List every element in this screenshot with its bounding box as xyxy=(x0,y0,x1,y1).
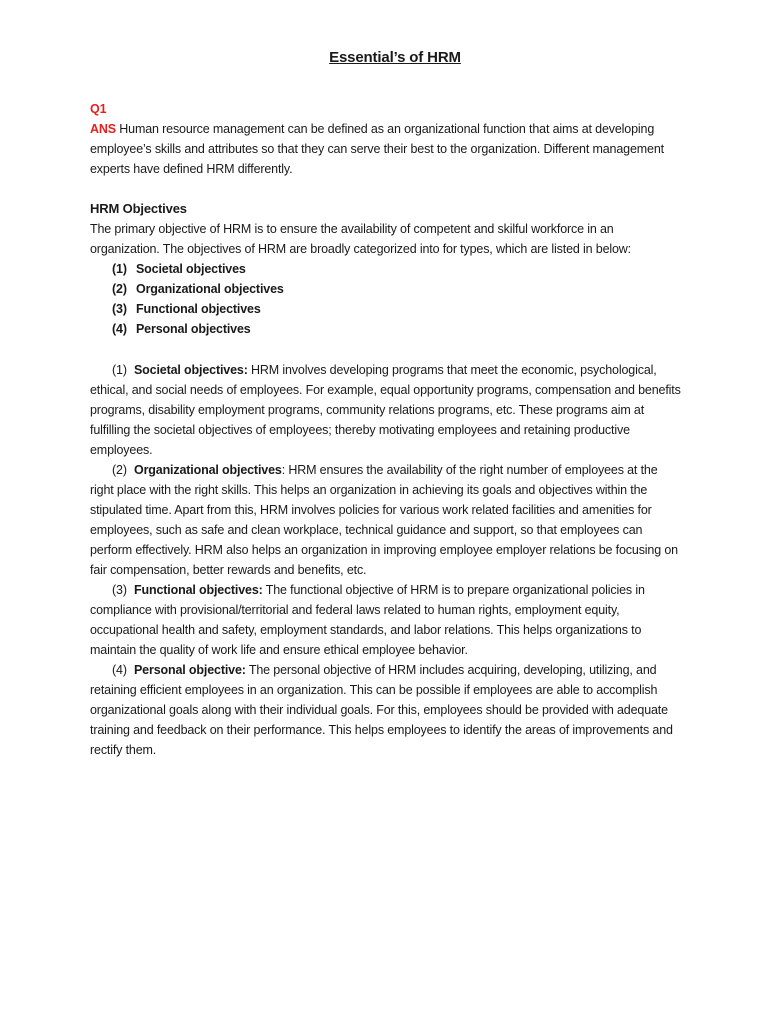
answer-paragraph xyxy=(90,119,682,179)
detail-text: The personal objective of HRM includes acquiring, developing, utilizing, and retaining efficient employees in an organization. This can be possible if employees are able to accomplish organizational goals along with their individual goals. For this, employees should be provided with adequate training and feedback on their performance. This helps employees to identify the areas of improvements and rectify them. xyxy=(90,663,673,758)
answer-text: Human resource management can be defined as an organizational function that aims at developing employee’s skills and attributes so that they can serve their best to the organization. Different management experts have defined HRM differently. xyxy=(90,122,664,177)
detail-number: (4) xyxy=(112,663,127,678)
detail-paragraph-functional xyxy=(90,580,682,660)
detail-paragraph-personal xyxy=(90,660,682,760)
list-item-label: Societal objectives xyxy=(136,262,246,277)
list-item-number: (1) xyxy=(112,262,127,277)
list-item-label: Personal objectives xyxy=(136,322,251,337)
document-body xyxy=(90,47,682,760)
list-item-number: (3) xyxy=(112,302,127,317)
list-item xyxy=(90,299,682,319)
question-label: Q1 xyxy=(90,102,107,116)
detail-term: Functional objectives: xyxy=(134,583,263,598)
detail-term: Societal objectives: xyxy=(134,362,248,377)
list-item-number: (4) xyxy=(112,322,127,337)
detail-number: (1) xyxy=(112,362,127,377)
list-item-label: Functional objectives xyxy=(136,302,261,317)
detail-number: (3) xyxy=(112,583,127,598)
detail-text: HRM involves developing programs that meet the economic, psychological, ethical, and social needs of employees. For example, equal opportunity programs, compensation and benefits programs, disability employment programs, community relations programs, etc. These programs aim at fulfilling the societal objectives of employees; thereby motivating employees and retaining productive employees. xyxy=(90,362,681,457)
spacer xyxy=(90,340,682,360)
detail-text: : HRM ensures the availability of the right number of employees at the right place with the right skills. This helps an organization in achieving its goals and objectives within the stipulated time. Apart from this, HRM involves policies for various work related facilities and amenities for employees, such as safe and clean workplace, technical guidance and support, so that employees can perform effectively. HRM also helps an organization in improving employee employer relations be focusing on fair compensation, better rewards and benefits, etc. xyxy=(90,462,678,577)
detail-text: The functional objective of HRM is to prepare organizational policies in compliance with provisional/territorial and federal laws related to human rights, employment equity, occupational health and safety, employment standards, and labor relations. This helps organizations to maintain the quality of work life and ensure ethical employee behavior. xyxy=(90,583,645,658)
detail-number: (2) xyxy=(112,462,127,477)
document-title: Essential’s of HRM xyxy=(329,49,461,66)
detail-term: Organizational objectives xyxy=(134,462,282,477)
objective-list xyxy=(90,259,682,339)
list-item xyxy=(90,279,682,299)
objectives-heading: HRM Objectives xyxy=(90,201,187,217)
list-item xyxy=(90,259,682,279)
detail-paragraph-organizational xyxy=(90,460,682,580)
list-item-label: Organizational objectives xyxy=(136,282,284,297)
spacer xyxy=(90,179,682,199)
list-item xyxy=(90,319,682,339)
detail-paragraph-societal xyxy=(90,360,682,460)
answer-label: ANS xyxy=(90,122,116,137)
objectives-intro: The primary objective of HRM is to ensure the availability of competent and skilful workforce in an organization. The objectives of HRM are broadly categorized into for types, which are listed in below: xyxy=(90,222,632,257)
detail-term: Personal objective: xyxy=(134,663,246,678)
list-item-number: (2) xyxy=(112,282,127,297)
